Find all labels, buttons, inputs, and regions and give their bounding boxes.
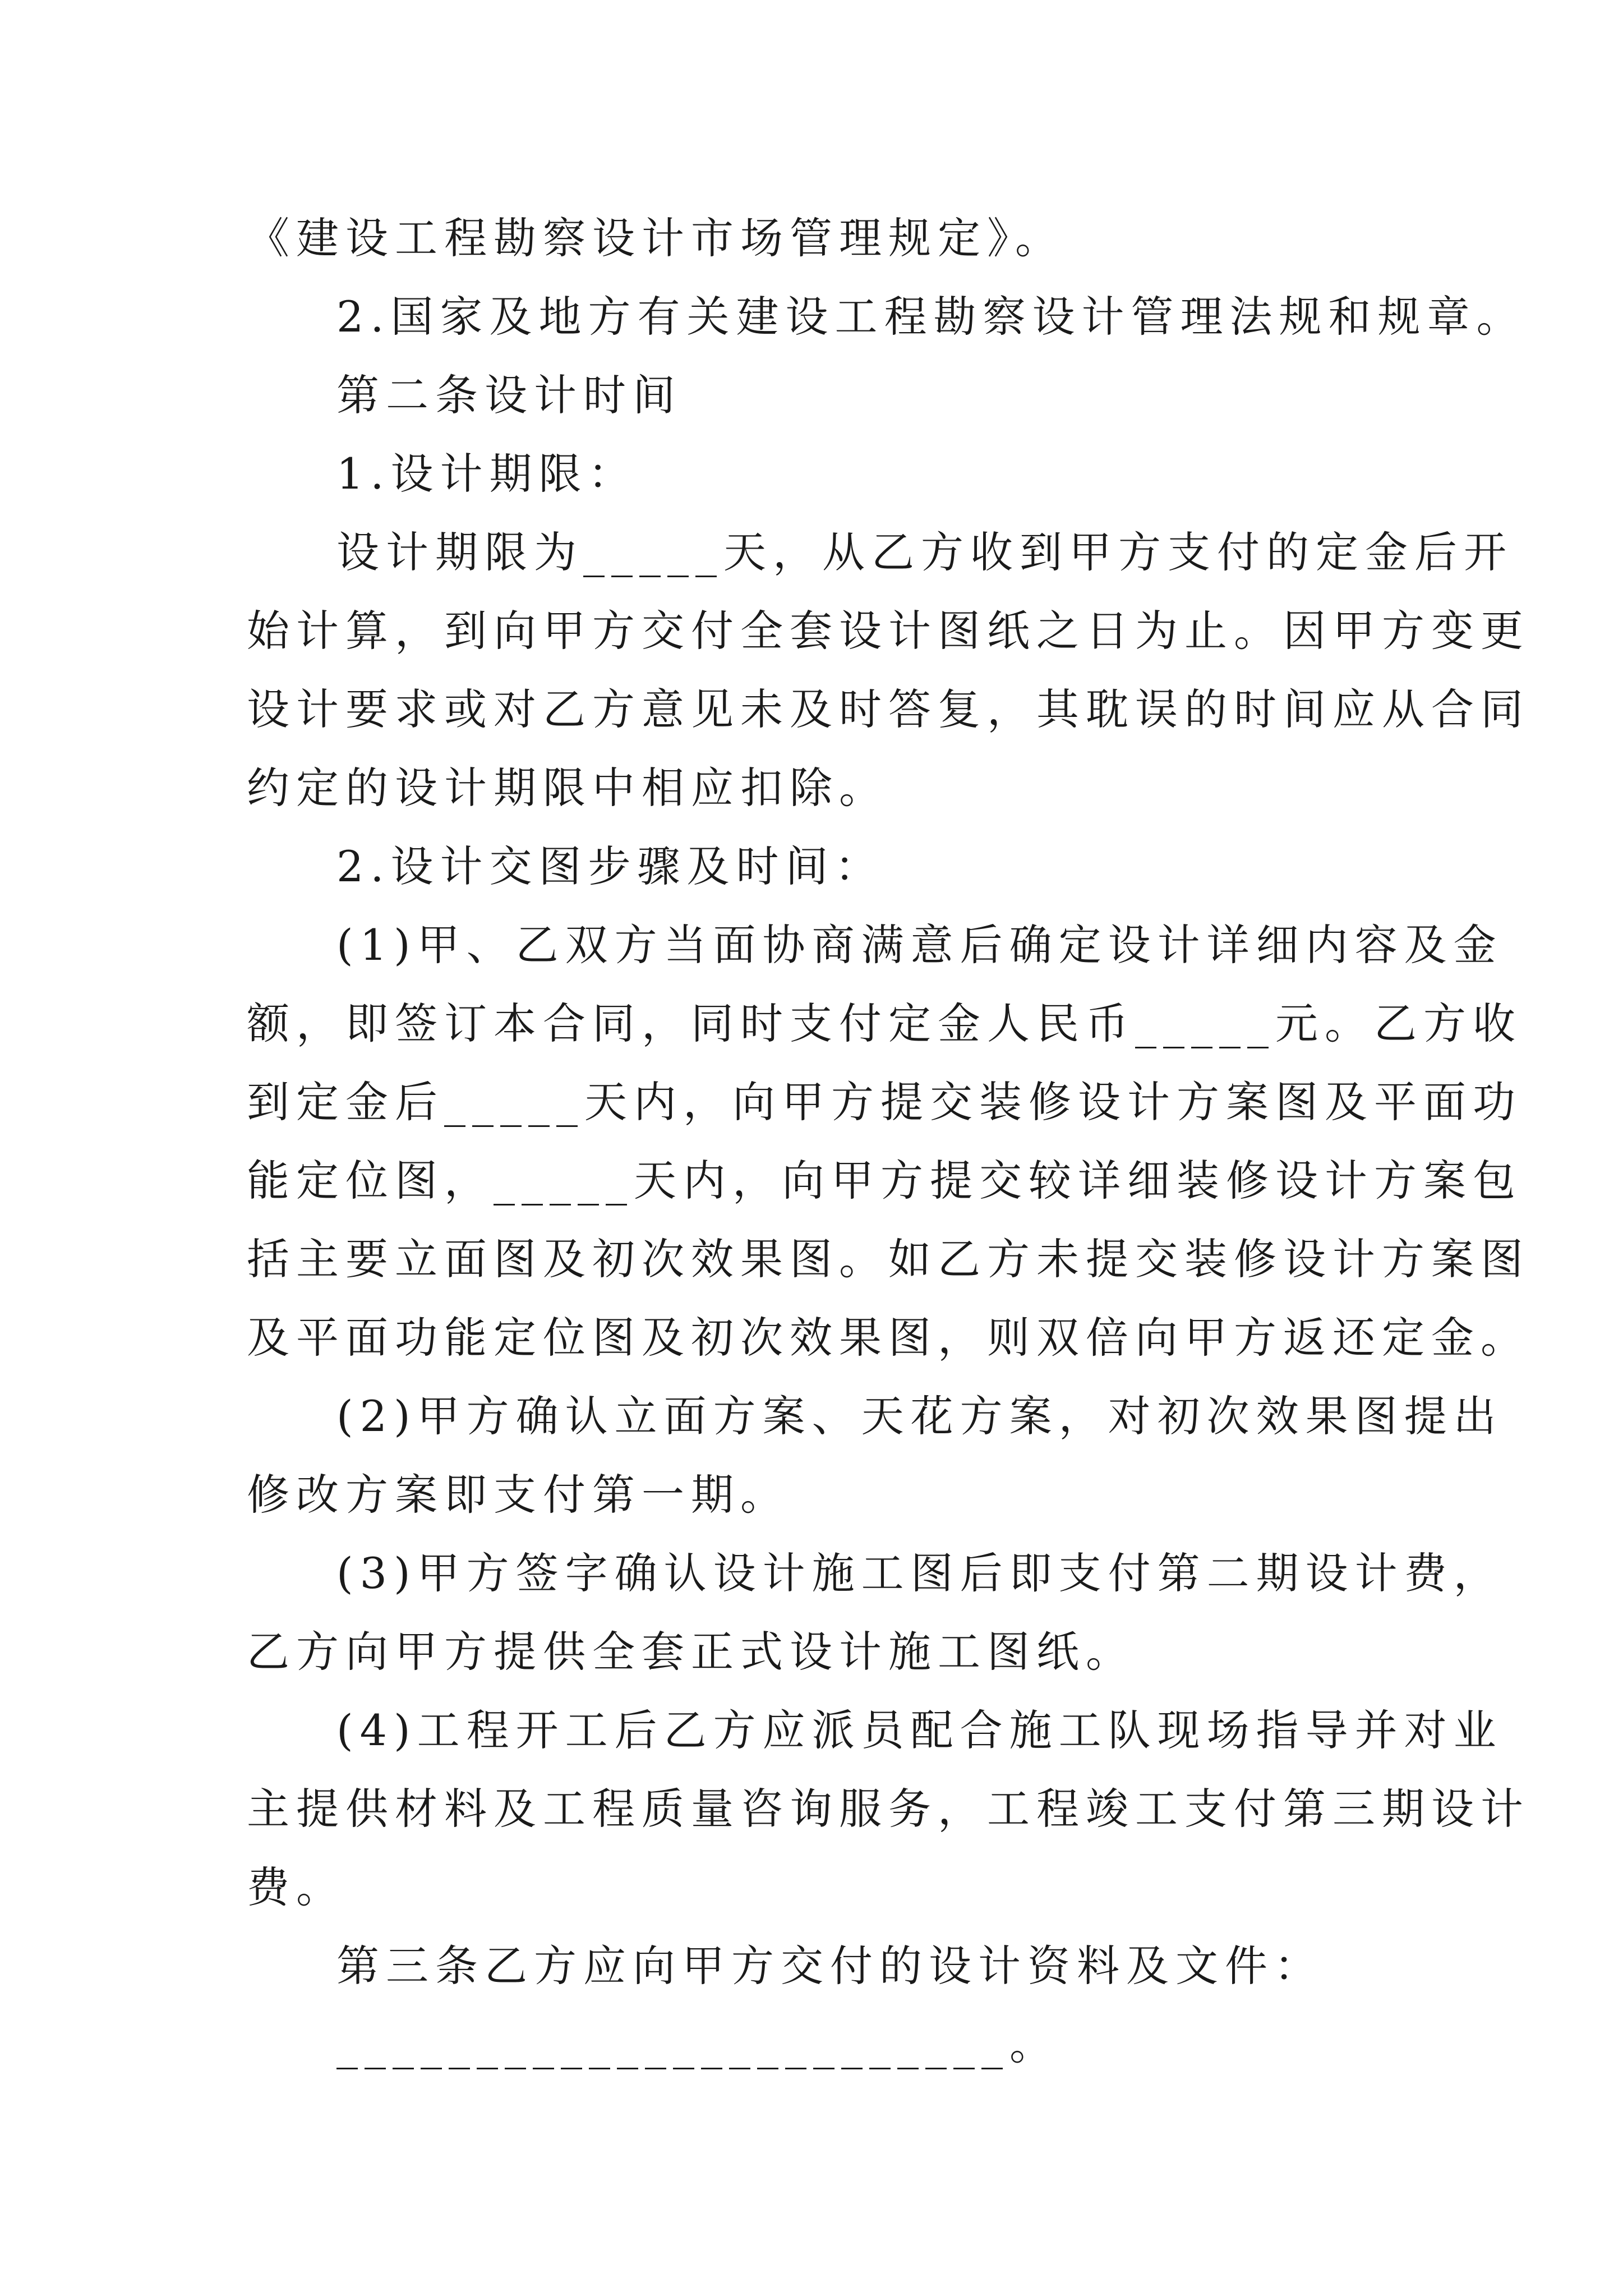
text-line-9: 2.设计交图步骤及时间： [336,841,884,891]
blank-fill-line: ________________________。 [336,2019,1059,2069]
text-line-21: 主提供材料及工程质量咨询服务，工程竣工支付第三期设计 [247,1784,1530,1834]
text-line-5: 设计期限为_____天，从乙方收到甲方支付的定金后开 [336,527,1513,577]
text-line-12: 到定金后_____天内，向甲方提交装修设计方案图及平面功 [247,1077,1522,1127]
text-line-16: (2)甲方确认立面方案、天花方案，对初次效果图提出 [336,1391,1503,1441]
text-line-2: 2.国家及地方有关建设工程勘察设计管理法规和规章。 [336,292,1526,342]
text-line-20: (4)工程开工后乙方应派员配合施工队现场指导并对业 [336,1705,1503,1755]
text-line-17: 修改方案即支付第一期。 [247,1470,790,1520]
text-line-6: 始计算，到向甲方交付全套设计图纸之日为止。因甲方变更 [247,606,1530,656]
text-line-13: 能定位图，_____天内，向甲方提交较详细装修设计方案包 [247,1156,1522,1205]
text-line-22: 费。 [247,1862,345,1912]
text-line-4: 1.设计期限： [336,449,638,499]
text-line-1: 《建设工程勘察设计市场管理规定》。 [247,213,1064,263]
text-line-7: 设计要求或对乙方意见未及时答复，其耽误的时间应从合同 [247,684,1530,734]
text-line-10: (1)甲、乙双方当面协商满意后确定设计详细内容及金 [336,920,1503,970]
section-heading-2: 第二条设计时间 [336,370,682,420]
text-line-15: 及平面功能定位图及初次效果图，则双倍向甲方返还定金。 [247,1313,1530,1363]
text-line-11: 额，即签订本合同，同时支付定金人民币_____元。乙方收 [247,999,1522,1048]
text-line-18: (3)甲方签字确认设计施工图后即支付第二期设计费， [336,1548,1503,1598]
text-line-8: 约定的设计期限中相应扣除。 [247,763,888,813]
text-line-19: 乙方向甲方提供全套正式设计施工图纸。 [247,1627,1135,1677]
section-heading-3: 第三条乙方应向甲方交付的设计资料及文件： [336,1941,1324,1991]
text-line-14: 括主要立面图及初次效果图。如乙方未提交装修设计方案图 [247,1234,1530,1284]
